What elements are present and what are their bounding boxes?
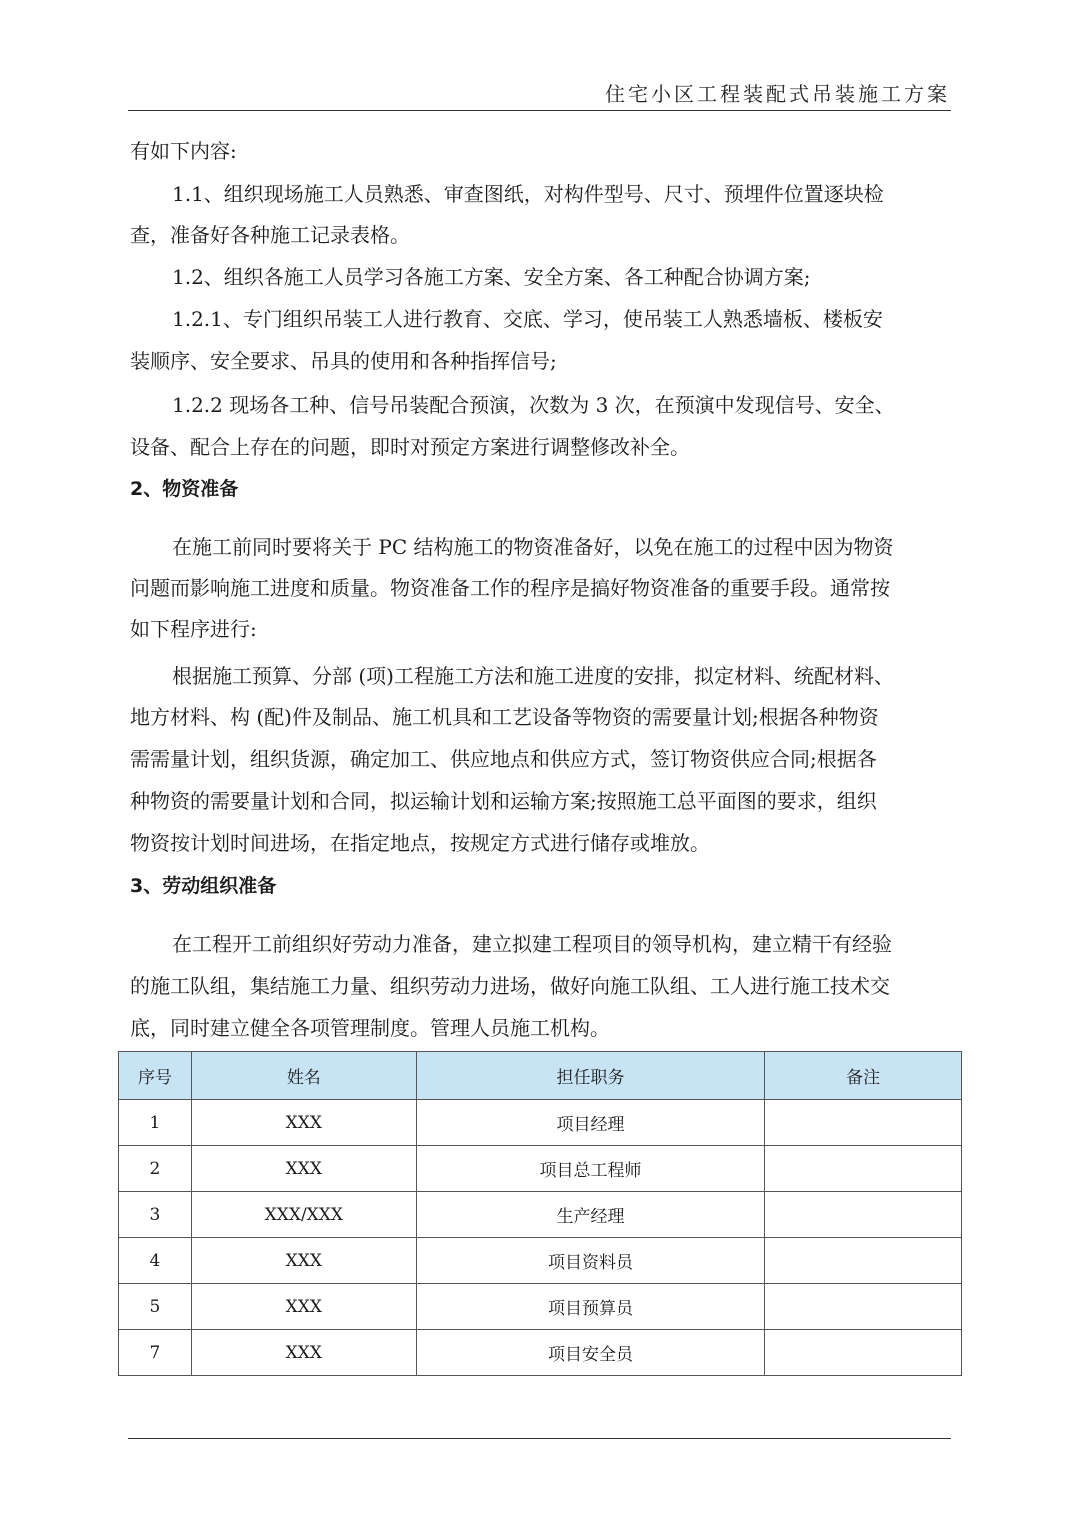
cell-name: XXX: [191, 1146, 416, 1192]
paragraph-line: 根据施工预算、分部 (项)工程施工方法和施工进度的安排，拟定材料、统配材料、: [172, 664, 894, 688]
cell-index: 7: [119, 1330, 192, 1376]
paragraph-line: 查，准备好各种施工记录表格。: [130, 223, 410, 247]
cell-index: 2: [119, 1146, 192, 1192]
paragraph-line: 1.1、组织现场施工人员熟悉、审查图纸，对构件型号、尺寸、预埋件位置逐块检: [172, 182, 884, 206]
table-row: [119, 1146, 962, 1192]
cell-index: 3: [119, 1192, 192, 1238]
table-header-row: [119, 1052, 962, 1100]
table-row: [119, 1238, 962, 1284]
cell-notes: [765, 1284, 962, 1330]
cell-name: XXX: [191, 1100, 416, 1146]
header-cell-name: 姓名: [191, 1052, 416, 1100]
cell-notes: [765, 1330, 962, 1376]
paragraph-line: 的施工队组，集结施工力量、组织劳动力进场，做好向施工队组、工人进行施工技术交: [130, 974, 890, 998]
cell-role: 项目总工程师: [416, 1146, 765, 1192]
paragraph-line: 需需量计划，组织货源，确定加工、供应地点和供应方式，签订物资供应合同;根据各: [130, 747, 877, 771]
cell-role: 项目安全员: [416, 1330, 765, 1376]
paragraph-line: 在工程开工前组织好劳动力准备，建立拟建工程项目的领导机构，建立精干有经验: [172, 932, 892, 956]
cell-name: XXX: [191, 1330, 416, 1376]
paragraph-line: 设备、配合上存在的问题，即时对预定方案进行调整修改补全。: [130, 435, 690, 459]
paragraph-line: 1.2.2 现场各工种、信号吊装配合预演，次数为 3 次，在预演中发现信号、安全、: [172, 393, 895, 417]
cell-role: 生产经理: [416, 1192, 765, 1238]
paragraph-line: 1.2、组织各施工人员学习各施工方案、安全方案、各工种配合协调方案;: [172, 265, 811, 289]
cell-notes: [765, 1238, 962, 1284]
paragraph-line: 在施工前同时要将关于 PC 结构施工的物资准备好，以免在施工的过程中因为物资: [172, 535, 894, 559]
cell-role: 项目预算员: [416, 1284, 765, 1330]
header-cell-index: 序号: [119, 1052, 192, 1100]
cell-role: 项目资料员: [416, 1238, 765, 1284]
cell-name: XXX/XXX: [191, 1192, 416, 1238]
header-cell-notes: 备注: [765, 1052, 962, 1100]
cell-index: 4: [119, 1238, 192, 1284]
table-row: [119, 1100, 962, 1146]
table-row: [119, 1284, 962, 1330]
section-heading-materials: 2、物资准备: [130, 478, 239, 500]
table-row: [119, 1330, 962, 1376]
cell-notes: [765, 1100, 962, 1146]
paragraph-line: 物资按计划时间进场，在指定地点，按规定方式进行储存或堆放。: [130, 831, 710, 855]
document-header-title: 住宅小区工程装配式吊装施工方案: [605, 82, 950, 106]
cell-role: 项目经理: [416, 1100, 765, 1146]
paragraph-line: 地方材料、构 (配)件及制品、施工机具和工艺设备等物资的需要量计划;根据各种物资: [130, 705, 879, 729]
footer-divider: [128, 1438, 951, 1439]
staff-table: [118, 1051, 962, 1376]
cell-index: 1: [119, 1100, 192, 1146]
section-heading-labor: 3、劳动组织准备: [130, 875, 277, 897]
cell-notes: [765, 1192, 962, 1238]
cell-notes: [765, 1146, 962, 1192]
cell-name: XXX: [191, 1284, 416, 1330]
cell-index: 5: [119, 1284, 192, 1330]
paragraph-line: 有如下内容:: [130, 139, 237, 163]
header-cell-role: 担任职务: [416, 1052, 765, 1100]
paragraph-line: 装顺序、安全要求、吊具的使用和各种指挥信号;: [130, 349, 557, 373]
paragraph-line: 底，同时建立健全各项管理制度。管理人员施工机构。: [130, 1016, 610, 1040]
table-row: [119, 1192, 962, 1238]
paragraph-line: 1.2.1、专门组织吊装工人进行教育、交底、学习，使吊装工人熟悉墙板、楼板安: [172, 307, 883, 331]
header-divider: [128, 110, 951, 111]
cell-name: XXX: [191, 1238, 416, 1284]
paragraph-line: 如下程序进行:: [130, 617, 257, 641]
paragraph-line: 问题而影响施工进度和质量。物资准备工作的程序是搞好物资准备的重要手段。通常按: [130, 576, 890, 600]
paragraph-line: 种物资的需要量计划和合同，拟运输计划和运输方案;按照施工总平面图的要求，组织: [130, 789, 877, 813]
